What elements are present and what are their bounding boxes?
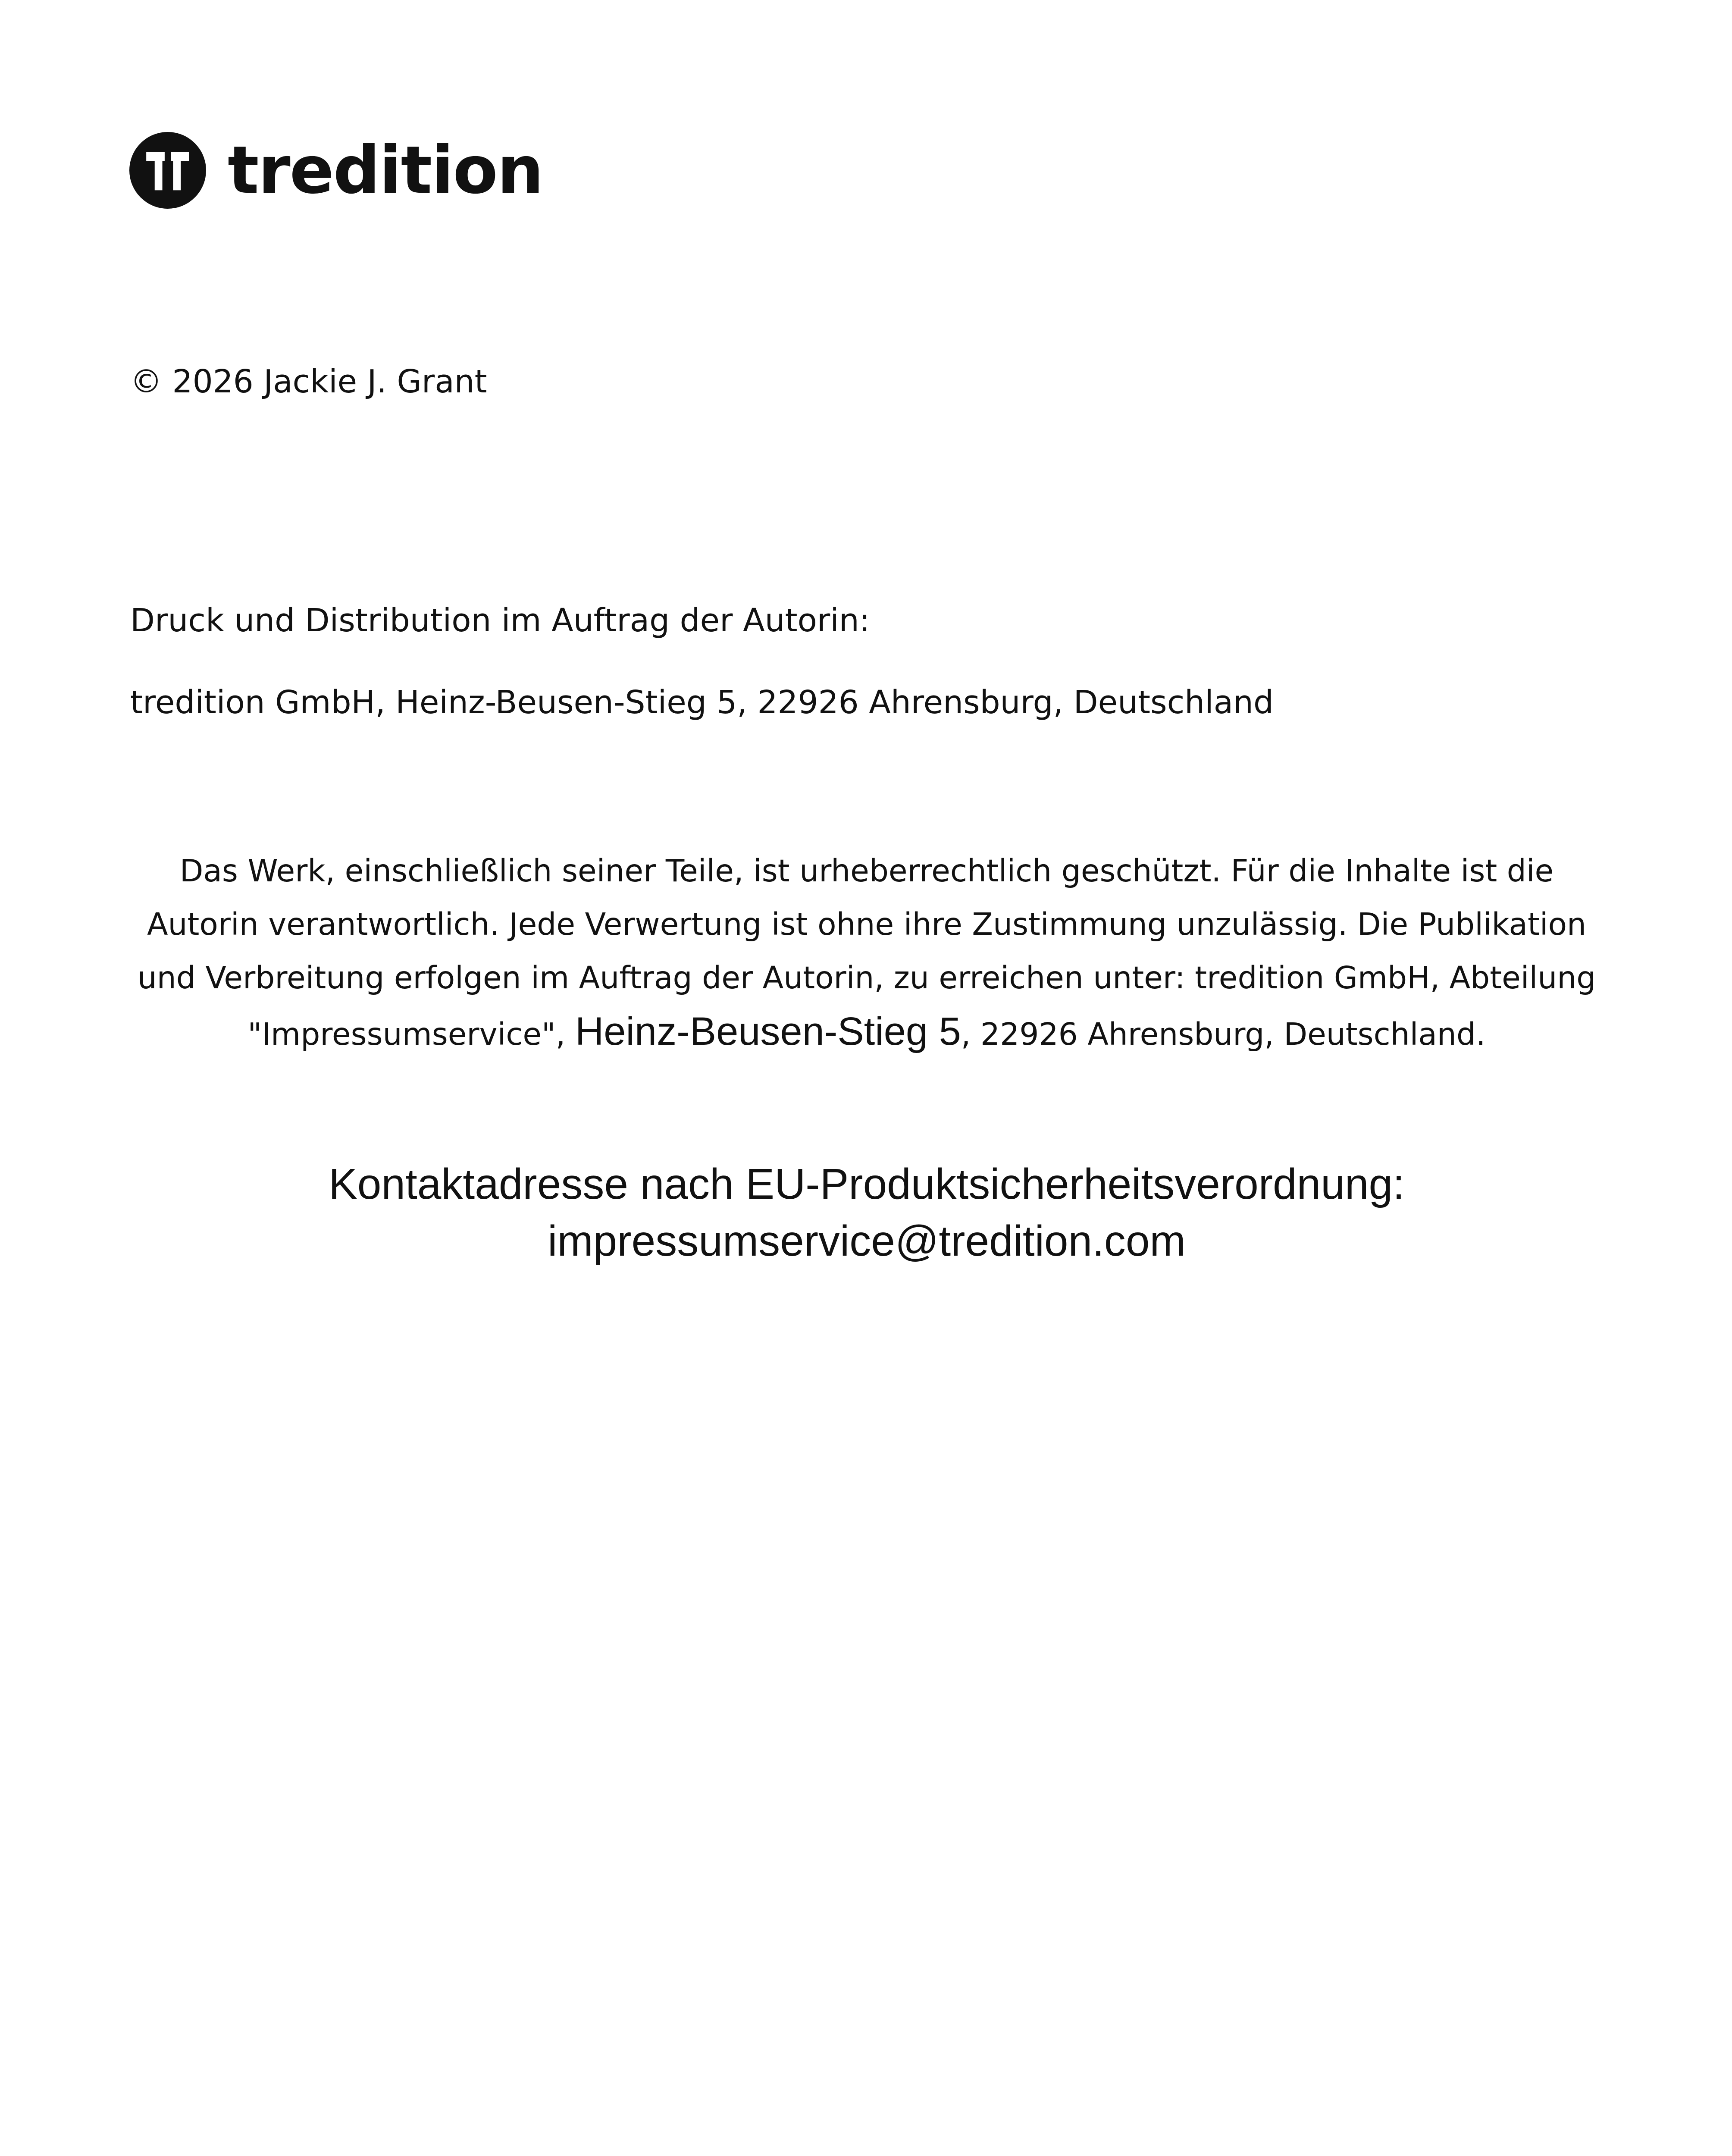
- tredition-logo-icon: [129, 132, 206, 209]
- legal-notice-text-2: , 22926 Ahrensburg, Deutschland.: [961, 1016, 1486, 1052]
- logo-wordmark: tredition: [228, 132, 543, 208]
- legal-notice: [129, 844, 1604, 1061]
- publisher-logo: [129, 132, 543, 209]
- legal-notice-text-1: Das Werk, einschließlich seiner Teile, ist urheberrechtlich geschützt. Für die Inhalte ist die Autorin verantwortlich. Jede Verwertung ist ohne ihre Zustimmung unzulässig. Die Publikation und Verbreitung erfolgen im Auftrag der Autorin, zu erreichen unter: tredition GmbH, Abteilung "Impressumservice",: [137, 853, 1596, 1052]
- contact-email: impressumservice@tredition.com: [548, 1217, 1186, 1265]
- legal-notice-street: Heinz-Beusen-Stieg 5: [575, 1009, 961, 1053]
- contact-block: [129, 1156, 1604, 1269]
- copyright-notice: © 2026 Jackie J. Grant: [130, 363, 487, 400]
- distribution-intro: Druck und Distribution im Auftrag der Autorin:: [130, 602, 870, 639]
- contact-label: Kontaktadresse nach EU-Produktsicherheitsverordnung:: [329, 1160, 1405, 1208]
- publisher-address: tredition GmbH, Heinz-Beusen-Stieg 5, 22926 Ahrensburg, Deutschland: [130, 684, 1274, 721]
